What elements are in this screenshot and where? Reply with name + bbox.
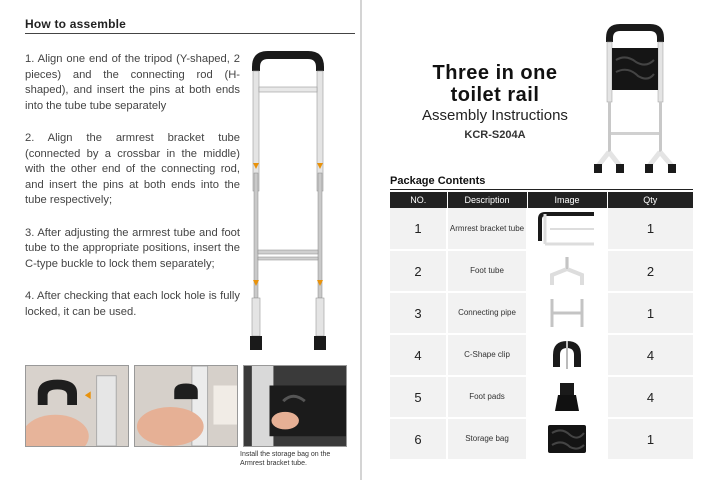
package-contents-title: Package Contents — [390, 175, 486, 187]
grip-icon — [252, 51, 324, 71]
row-image — [527, 250, 607, 292]
header-qty: Qty — [607, 192, 693, 208]
row-description: Armrest bracket tube — [447, 208, 527, 250]
section-title: How to assemble — [25, 17, 127, 31]
step-2: 2. Align the armrest bracket tube (connected by a crossbar in the middle) with the other end of the connecting rod, and insert the pins at both ends into the tube respectively; — [25, 132, 240, 206]
step-1: 1. Align one end of the tripod (Y-shaped, 2 pieces) and the connecting rod (H-shaped), and insert the pins at both ends into the tube tube separately — [25, 53, 240, 112]
row-no: 2 — [390, 250, 447, 292]
step-4: 4. After checking that each lock hole is fully locked, it can be used. — [25, 290, 240, 318]
header-image: Image — [527, 192, 607, 208]
assembly-illustration — [238, 45, 338, 360]
row-description: Connecting pipe — [447, 292, 527, 334]
row-no: 5 — [390, 376, 447, 418]
title-block — [410, 62, 580, 141]
row-qty: 4 — [607, 376, 693, 418]
row-no: 1 — [390, 208, 447, 250]
row-no: 6 — [390, 418, 447, 460]
connecting-pipe-icon — [542, 295, 592, 331]
photo-caption: Install the storage bag on the Armrest bracket tube. — [240, 451, 331, 467]
header-description: Description — [447, 192, 527, 208]
armrest-bracket-icon — [536, 211, 598, 247]
row-image — [527, 376, 607, 418]
doc-subtitle: Assembly Instructions — [422, 107, 568, 124]
table-row — [390, 250, 693, 292]
section-rule — [25, 33, 355, 34]
photo-clip-hand — [25, 365, 129, 447]
photo-storage-bag — [243, 365, 347, 447]
product-title: Three in one toilet rail — [432, 62, 558, 106]
table-row — [390, 292, 693, 334]
row-image — [527, 208, 607, 250]
header-no: NO. — [390, 192, 447, 208]
row-qty: 4 — [607, 334, 693, 376]
foot-pad-icon — [547, 379, 587, 415]
table-row — [390, 418, 693, 460]
photo-clip-install — [134, 365, 238, 447]
row-description: Foot tube — [447, 250, 527, 292]
row-qty: 1 — [607, 418, 693, 460]
row-description: Storage bag — [447, 418, 527, 460]
row-no: 4 — [390, 334, 447, 376]
table-row — [390, 376, 693, 418]
row-description: C-Shape clip — [447, 334, 527, 376]
foot-tube-icon — [542, 253, 592, 289]
c-clip-icon — [547, 337, 587, 373]
row-description: Foot pads — [447, 376, 527, 418]
row-qty: 1 — [607, 292, 693, 334]
assembly-steps — [25, 52, 240, 337]
step-3: 3. After adjusting the armrest tube and foot tube to the appropriate positions, insert the C-type buckle to lock them separately; — [25, 226, 240, 270]
table-row — [390, 334, 693, 376]
package-rule — [390, 189, 693, 190]
table-header-row — [390, 192, 693, 208]
product-hero-illustration — [592, 20, 682, 180]
table-row — [390, 208, 693, 250]
row-image — [527, 418, 607, 460]
row-qty: 2 — [607, 250, 693, 292]
row-qty: 1 — [607, 208, 693, 250]
row-no: 3 — [390, 292, 447, 334]
package-table — [390, 192, 693, 461]
row-image — [527, 292, 607, 334]
row-image — [527, 334, 607, 376]
storage-bag-icon — [544, 421, 590, 457]
model-number: KCR-S204A — [464, 129, 526, 141]
